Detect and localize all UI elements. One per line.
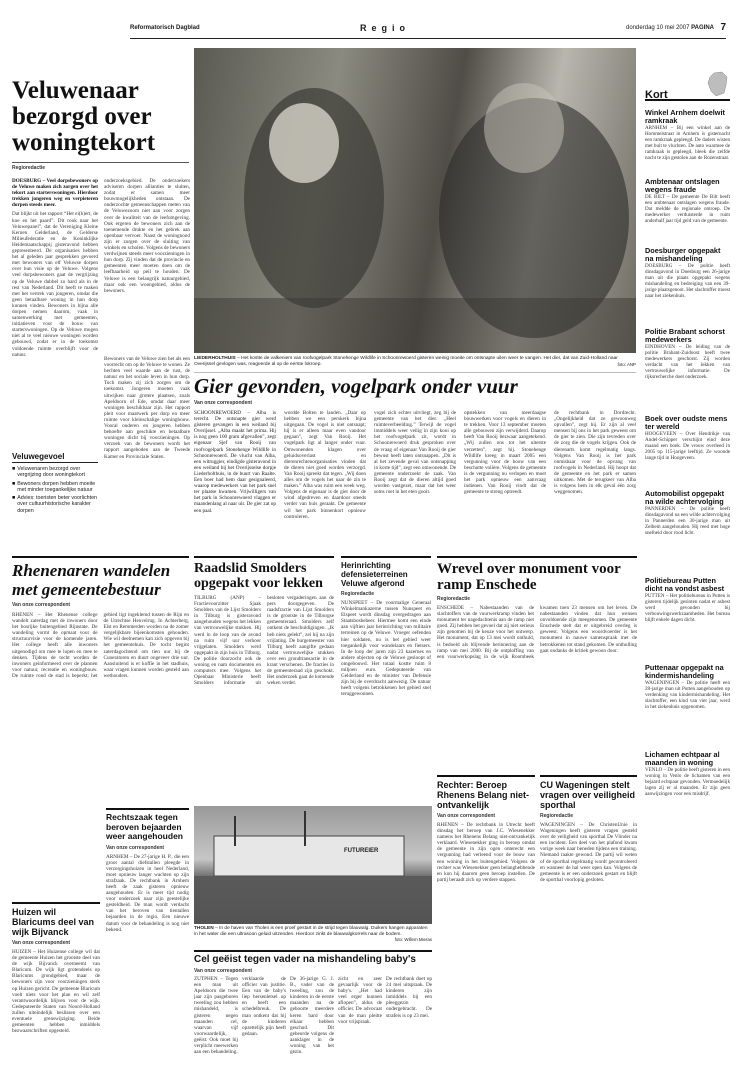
rhenenaren-byline: Van onze correspondent <box>12 602 71 608</box>
article-cel <box>194 950 432 1064</box>
article-wrevel <box>437 556 637 773</box>
huizen-headline: Huizen wil Blaricums deel van wijk Bijvanck <box>12 907 95 937</box>
kort-item-title: Ambtenaar ontslagen wegens fraude <box>645 177 720 194</box>
woningtekort-body-1: Dat blijkt uit het rapport “Het ei(h)ert, de koe en het paard”. Dit rook naar het Veluwepanel”, dat de Vereniging Kleine Kernen Gelderland, de Gelderse Milieufederatie en de Koninklijke Heidemaatschappij gisteravond hebben gepresenteerd. De organisaties hebben het al geleden jaar gesprekken gevoerd met bewoners van elf Veluwse dorpen over hun visie op de Veluwe. Volgens veel dorpsbewoners gaat de vergrijzing op de Veluwe dubbel zo hard als in de rest van Nederland. Dit heeft te maken met het vertrek van jongeren, omdat die geen betaalbare woning in hun dorp kunnen vinden. Bewoners in bijna alle dorpen nemen daarom, vaak in samenwerking met gemeenten, initiatieven voor de bouw van starterswoningen. Op de Veluwe mogen niet al te veel nieuwe woningen worden gebouwd, zodat er in de toekomst voldoende ruimte overblijft voor de natuur. <box>12 211 98 358</box>
woningtekort-body-3: Bewoners van de Veluwe zien het als een voorrecht om op de Veluwe te wonen. Ze hechten veel waarde aan de rust, de natuur en het sociale leven in hun dorp. Toch maken zij zich zorgen om de toekomst. Jongeren moeten vaak uitwijken naar grotere plaatsen, zoals Apeldoorn of Ede, omdat daar meer woningen beschikbaar zijn. Het rapport pleit voor maatwerk per dorp en meer ruimte voor kleinschalige woningbouw. Vooral ouderen en jongeren hebben behoefte aan geschikte en betaalbare woningen dicht bij voorzieningen. Op verzoek van de bewoners wordt het rapport aangeboden aan de Tweede Kamer en Provinciale Staten. <box>104 356 190 460</box>
rechtszaak-body: ARNHEM – De 27-jarige H. P., die een groot aantal diefstallen pleegde in verzorgingshuizen in heel Nederland, moet opnieuw langer wachten op zijn strafzaak. De rechtbank in Arnhem heeft de zaak gisteren opnieuw aangehouden. Er is meer tijd nodig voor onderzoek naar zijn geestelijke gesteldheid. De man wordt verdacht van het beroven van tientallen bejaarden in de regio. Een nieuwe datum voor de behandeling is nog niet bekend. <box>106 853 189 933</box>
photo-credit: foto: ANP <box>617 361 636 367</box>
date-line: donderdag 10 mei 2007 PAGINA <box>626 25 714 31</box>
kort-item <box>645 109 730 173</box>
kort-item-title: Doesburger opgepakt na mishandeling <box>645 246 721 263</box>
cu-body: WAGENINGEN – De ChristenUnie in Wageningen heeft gisteren vragen gesteld over de veiligheid van sporthal De Vlinder na een incident. Een deel van het plafond kwam vorige week naar beneden tijdens een training. Niemand raakte gewond. De partij wil weten of de sporthal regelmatig wordt gecontroleerd en wanneer de hal weer open kan. Volgens de gemeente is er een onderzoek gestart en blijft de sporthal voorlopig gesloten. <box>540 822 637 883</box>
infobox-veluwegevoel <box>12 452 98 546</box>
cel-byline: Van onze correspondent <box>194 968 253 974</box>
infobox-item: ■ Veluwenaren bezorgd over vergrijzing door woningtekort <box>12 466 85 479</box>
kort-item-title: Boek over oudste mens ter wereld <box>645 414 728 431</box>
boat-photo <box>194 806 432 924</box>
woningtekort-lead: DOESBURG – Veel dorpsbewoners op de Veluwe maken zich zorgen over het tekort aan starterswoningen. Hierdoor trekken jongeren weg en verpieteren dorpen steeds meer. <box>12 178 98 209</box>
rhenenaren-headline: Rhenenaren wandelen met gemeentebestuur <box>12 561 171 599</box>
kort-item-title: Politiebureau Putten dicht na vondst asbest <box>645 576 725 593</box>
kort-item <box>645 247 730 323</box>
infobox-item: ■ Advies: toeristen beter voorlichten over cultuurhistorische karakter dorpen <box>12 495 97 514</box>
huizen-byline: Van onze correspondent <box>12 940 71 946</box>
kort-title: Kort <box>645 89 668 101</box>
cel-column-4: zicht en zeer gevaarlijk voor de baby's. „Het had veel erger kunnen aflopen”, aldus de officier. De advocaat van de man pleitte voor vrijspraak. <box>338 976 382 1025</box>
boat-photo-caption: THOLEN – In de haven van Tholen is een proef gestart in de strijd tegen blauwalg. Duikers hangen apparaten in het water die een ultrasoon geluid uitzenden. Hierdoor zinkt de blauwalgkorrels naar de bodem. foto: Willem Mieras <box>194 926 432 943</box>
article-gier <box>194 374 636 548</box>
vulture-photo-illustration <box>194 48 636 353</box>
wrevel-byline: Regioredactie <box>437 596 471 602</box>
article-cu <box>540 775 637 1062</box>
rechtszaak-byline: Van onze correspondent <box>106 844 165 851</box>
woningtekort-headline: Veluwenaar bezorgd over woningtekort <box>12 77 156 156</box>
kort-item-text: VENLO – De politie heeft gisteren in een woning in Venlo de lichamen van een bejaard echtpaar gevonden. Vermoedelijk lagen zij er al maanden. Er zijn geen aanwijzingen voor een misdrijf. <box>645 767 730 797</box>
kort-item-title: Automobilist opgepakt na wilde achtervolging <box>645 489 725 506</box>
kort-item-text: DOESBURG – De politie heeft dinsdagavond in Doesburg een 26-jarige man uit die plaats opgepakt wegens mishandeling en bedreiging van een 39-jarige plaatsgenoot. Het slachtoffer moest naar het ziekenhuis. <box>645 263 730 299</box>
gier-column-4: opstekken van meerdaagse bouwwerken voor vogels en dieren in te trekken. Voor 13 september moeten alle gebouwen zijn verwijderd. Daarop heeft Van Rooij bezwaar aangetekend. „Wij zullen ons tot het uiterste verzetten”, zegt hij. Stonehenge Wildlife kreeg in maart 2005 een vergunning voor de bouw van een beschutte volière. Volgens de gemeente is de vergunning nu verlopen en moet het park opnieuw een aanvraag indienen. Van Rooij vindt dat de gemeente te streng optreedt. <box>464 410 546 496</box>
vulture-photo-caption: LIEDERHOLTHUIS – Het kostte de valkeniers van roofvogelpark Stonehenge Wildlife in Schoonrewoerd gisteren weinig moeite om ontsnapte uilen weer te vangen. Het dier, dat van Zuid-Holland naar Overijssel gevlogen was, reageerde al op de eerste lokroep. foto: ANP <box>194 356 636 373</box>
smolders-body: TILBURG (ANP) – Fractievoorzitter Sjaak Smolders van de Lijst Smolders in Tilburg is gisteravond aangehouden wegens het lekken van vertrouwelijke stukken. Hij werd in de loop van de avond na ruim vijf uur verhoor vrijgelaten. Smolders werd opgepakt in zijn huis in Tilburg. De politie doorzocht ook de woning en nam documenten en computers mee. Volgens het Openbaar Ministerie heeft Smolders informatie uit besloten vergaderingen aan de pers doorgegeven. De raadsfractie van Lijst Smolders is de grootste in de Tilburgse gemeenteraad. Smolders zelf ontkent de beschuldigingen. „Ik heb niets gelekt”, zei hij na zijn vrijlating. De burgemeester van Tilburg heeft aangifte gedaan nadat vertrouwelijke stukken over een grondtransactie in de krant verschenen. De fracties in de gemeenteraad zijn geschokt. Het onderzoek gaat de komende weken verder. <box>194 595 334 687</box>
kort-item-text: HOOGEVEEN – Over Hendrikje van Andel-Schipper verschijnt eind deze maand een boek. De vrouw overleed in 2005 op 115-jarige leeftijd. Ze woonde lange tijd in Hoogeveen. <box>645 431 730 461</box>
huizen-body: HUIZEN – Het Huizense college wil dat de gemeente Huizen het grootste deel van de wijk Bijvanck overneemt van Blaricum. De wijk ligt grotendeels op Blaricums grondgebied, maar de bewoners zijn voor voorzieningen sterk op Huizen gericht. De gemeente Blaricum voelt niets voor het plan en wil zelf verantwoordelijk blijven voor de wijk. Gedeputeerde Staten van Noord-Holland zullen uiteindelijk beslissen over een eventuele grenswijziging. Beide gemeenten hebben inmiddels bezwaarschriften opgesteld. <box>12 949 100 1035</box>
rhenens-belang-byline: Van onze correspondent <box>437 813 496 819</box>
kort-item-title: Lichamen echtpaar al maanden in woning <box>645 750 720 767</box>
kort-item-title: Puttenaar opgepakt na kindermishandeling <box>645 663 724 680</box>
kort-header <box>645 85 730 101</box>
vulture-photo <box>194 48 636 353</box>
page-number: 7 <box>720 22 726 33</box>
boat-photo-illustration <box>194 806 432 924</box>
kort-item <box>645 664 730 746</box>
article-smolders <box>194 556 334 803</box>
kort-sidebar <box>645 85 730 1060</box>
cel-column-3: De 36-jarige G. J. B., vader van de tweeling, zou de kinderen in de eerste maanden na de geboorte meerdere keren hard door elkaar hebben geschud. Dit gebeurde volgens de aanklager in de woning van het gezin. <box>290 976 334 1056</box>
article-woningtekort <box>12 78 189 543</box>
cu-byline: Regioredactie <box>540 813 574 819</box>
kort-item-title: Politie Brabant schorst medewerkers <box>645 327 725 344</box>
kort-item <box>645 415 730 485</box>
kort-item-text: ARNHEM – Bij een winkel aan de Hommelstraat in Arnhem is gisternacht een ramkraak gepleegd. De daders wisten met buit te vluchten. De auto waarmee de ramkraak is gepleegd, bleek die zelfde nacht te zijn gestolen aan de Rozenstraat. <box>645 125 730 161</box>
infobox-list <box>12 466 98 514</box>
cel-column-1: ZUTPHEN – Tegen een man uit Apeldoorn die twee jaar zijn pasgeboren tweeling zou hebben mishandeld, is gisteren negen maanden cel, waarvan vijf voorwaardelijk, geëist. Ook moet hij verplicht meewerken aan een behandeling. <box>194 976 238 1056</box>
kort-item <box>645 490 730 572</box>
herinrichting-body: NUNSPEET – De voormalige Generaal Winkelmankazerne tussen Nunspeet en Elspeet wordt dinsdag overgedragen aan Staatsbosbeheer. Hiermee komt een einde aan vijftien jaar herinrichting van militaire terreinen op de Veluwe. Vroeger oefenden hier soldaten, nu is het gebied weer toegankelijk voor wandelaars en fietsers. In de loop der jaren zijn 23 kazernes en andere objecten op de Veluwe gesloopt of omgebouwd. Het totaal kostte ruim 8 miljoen euro. Gedeputeerde van Gelderland en de minister van Defensie zijn bij de overdracht aanwezig. De natuur heeft volgens betrokkenen het gebied snel teruggewonnen. <box>341 600 431 698</box>
boat-photo-credit: foto: Willem Mieras <box>394 937 432 943</box>
cel-headline: Cel geëist tegen vader na mishandeling baby's <box>194 954 416 965</box>
rechtszaak-headline: Rechtszaak tegen beroven bejaarden weer aangehouden <box>106 812 183 841</box>
woningtekort-byline: Regioredactie <box>12 162 189 171</box>
cel-column-2: verklaarde de officier van justitie. Een van de baby's liep hersenletsel op en heeft een schedelbreuk. De man ontkent dat hij de kinderen opzettelijk pijn heeft gedaan. <box>242 976 286 1037</box>
section-name: Regio <box>360 23 411 33</box>
infobox-title: Veluwegevoel <box>12 452 98 463</box>
page-header <box>130 22 726 36</box>
kort-item-text: PANNERDEN – De politie heeft dinsdagavond na een wilde achtervolging in Pannerden een 30-jarige man uit Zelhem aangehouden. Hij reed met hoge snelheid door rood licht. <box>645 506 730 536</box>
header-rule <box>130 38 726 39</box>
wrevel-headline: Wrevel over monument voor ramp Enschede <box>437 561 621 593</box>
kort-item-text: PUTTEN – Het politiebureau in Putten is gisteren tijdelijk gesloten nadat er asbest werd gevonden bij verbouwingswerkzaamheden. Het bureau blijft enkele dagen dicht. <box>645 593 730 623</box>
gier-column-5: de rechtbank in Dordrecht. „Ongelijkheid dat ze gewoonweg opvallen”, zegt hij. Er zijn al veel mensen bij ons in het park geweest om de gier te zien. Die zijn tevreden over de zorg die de vogels krijgen. Ook de dierenarts komt regelmatig langs. Volgens Van Rooij is het park onmisbaar voor de opvang van roofvogels in Nederland. Hij hoopt dat de gemeente en het park er samen uitkomen. Met de terugkeer van Alba is volgens hem in elk geval één zorg weggenomen. <box>554 410 636 496</box>
boat-name-label: FUTUREIER <box>344 848 379 854</box>
cu-headline: CU Wageningen stelt vragen over veiligheid sporthal <box>540 780 636 810</box>
article-rhenens-belang <box>437 775 535 1062</box>
kort-item <box>645 577 730 659</box>
kort-item <box>645 178 730 242</box>
kort-item-title: Winkel Arnhem doelwit ramkraak <box>645 108 725 125</box>
kort-item-text: WAGENINGEN – De politie heeft een 28-jarige man uit Putten aangehouden op verdenking van kindermishandeling. Het slachtoffer, een kind van vier jaar, werd in het ziekenhuis opgenomen. <box>645 680 730 710</box>
kort-item <box>645 751 730 839</box>
herinrichting-byline: Regioredactie <box>341 591 375 597</box>
article-herinrichting <box>341 556 431 803</box>
wrevel-body: ENSCHEDE – Nabestaanden van de slachtoffers van de vuurwerkramp vinden het monument ter nagedachtenis aan de ramp niet goed. Zij hebben het gevoel dat zij niet serieus zijn genomen bij de keuze voor het ontwerp. Het monument, dat op 13 mei wordt onthuld, is bedoeld als blijvende herinnering aan de ramp van mei 2000. Bij de ontploffing van een vuurwerkopslag in de wijk Roombeek kwamen toen 23 mensen om het leven. De nabestaanden vinden dat hun wensen onvoldoende zijn meegenomen. De gemeente Enschede stelt dat er uitgebreid overleg is geweest. Volgens een woordvoerder is het monument in nauwe samenspraak met de betrokkenen tot stand gekomen. De onthulling gaat ondanks de kritiek gewoon door. <box>437 605 637 660</box>
article-huizen <box>12 902 100 1064</box>
cel-column-5: De rechtbank doet op 24 mei uitspraak. De kinderen zijn inmiddels bij een pleeggezin ondergebracht. De strafeis is op 23 mei. <box>386 976 432 1019</box>
rhenenaren-body: RHENEN – Het Rhenense college wandelt zaterdag met de inwoners door het bosrijke buitengebied Rijnstate. De wandeling vormt de opmaat voor de structuurvisie voor de komende jaren. Het college heeft alle inwoners uitgenodigd om mee te lopen en mee te denken. Tijdens de tocht worden de inwoners geïnformeerd over de plannen voor natuur, recreatie en woningbouw. De ruimte rond de stad is beperkt; het gebied ligt ingeklemd tussen de Rijn en de Utrechtse Heuvelrug. In Achterberg, Elst en Remmerden worden na de zomer vergelijkbare bijeenkomsten gehouden. Wie wil deelnemen kan zich opgeven bij het gemeentehuis. De tocht begint zaterdagochtend om tien uur bij de Cuneratoren en duurt ongeveer drie uur. Aansluitend is er koffie in het stadhuis, waar vragen kunnen worden gesteld aan wethouders. <box>12 612 189 679</box>
rhenens-belang-body: RHENEN – De rechtbank in Utrecht heeft dinsdag het beroep van J.C. Wiesenekker namens het Rhenens Belang niet-ontvankelijk verklaard. Wiesenekker ging in beroep omdat de gemeente in zijn ogen onterecht een vergunning had verleend voor de bouw van een woning in het buitengebied. Volgens de rechter was Wiesenekker geen belanghebbende en kon hij daarom geen beroep instellen. De partij beraadt zich op verdere stappen. <box>437 822 535 883</box>
gier-byline: Van onze correspondent <box>194 400 253 406</box>
gier-column-2: wordde Bolten te landen. „Daar op hebben we een perskerk bijna uitgegaan. De vogel is niet ontsnapt; hij is er alleen maar even vandoor gegaan”, zegt Van Rooij. Het vogelpark ligt al langer onder vuur. Omwonenden klagen over geluidsoverlast en dierenrechtenorganisaties vinden dat de dieren niet goed worden verzorgd. Van Rooij spreekt dat tegen. „Wij doen alles om de vogels het naar de zin te maken.” Alba was ruim een week weg. Volgens de eigenaar is de gier door de wind afgedreven en daardoor steeds verder van huis geraakt. De gemeente wil het park binnenkort opnieuw controleren. <box>284 410 366 520</box>
kort-item-text: EINDHOVEN – De leiding van de politie Brabant-Zuidoost heeft twee medewerkers geschorst. Zij worden verdacht van het lekken van vertrouwelijke informatie. De rijksrecherche doet onderzoek. <box>645 344 730 380</box>
smolders-headline: Raadslid Smolders opgepakt voor lekken <box>194 561 323 591</box>
herinrichting-headline: Herinrichting defensieterreinen Veluwe afgerond <box>341 561 408 588</box>
article-rechtszaak <box>106 808 189 1062</box>
paper-name: Reformatorisch Dagblad <box>130 25 200 31</box>
kort-item-text: DE BILT – De gemeente De Bilt heeft een ambtenaar ontslagen wegens fraude. Dat meldde de regionale omroep. De medewerker verduisterde in ruim anderhalf jaar tijd geld van de gemeente. <box>645 194 730 224</box>
netherlands-map-icon <box>706 71 728 97</box>
kort-item <box>645 328 730 410</box>
gier-column-3: vogel zich echter uitvliegt, zeg bij de gemeente van het dier. „Heel ruimteverbeelding.” Terwijl de vogel immiddels weer veilig in zijn kooi op het roofvogelpark zit, wordt in Schoonrewoerd druk gesproken over de vraag of eigenaar Van Rooij de gier bewust heeft laten ontsnappen. „Dit is al het zevende geval van ontsnapping in korte tijd”, zegt een omwonende. De gemeente onderzoekt de zaak. Van Rooij zegt dat de dieren altijd goed worden vastgezet, maar dat het weer soms roet in het eten gooit. <box>374 410 456 496</box>
woningtekort-body-2: onderzoeksgebied. De onderzoekers adviseren dorpen allianties te sluiten, zodat er samen meer bouwmogelijkheden ontstaan. De onderzochte gemeenschappen meten van de Veluwezoom niet aan voor zorgen over de kwaliteit van de leefomgeving. Ook ergeren de bewoners zich aan de toenemende drukte en het gebrek aan openbaar vervoer. Naast de woningnood zijn er zorgen over de sluiting van winkels en scholen. Volgens de bewoners verdwijnen steeds meer voorzieningen in hun dorp. Zij vinden dat de provincie en gemeenten meer moeten doen om de leefbaarheid op peil te houden. De Veluwe is een belangrijk natuurgebied, maar ook een woongebied, aldus de bewoners. <box>104 178 190 294</box>
gier-headline: Gier gevonden, vogelpark onder vuur <box>194 374 518 398</box>
rhenens-belang-headline: Rechter: Beroep Rhenens Belang niet-ontvankelijk <box>437 780 530 810</box>
infobox-item: ■ Bewoners dorpen hebben moeite met minder toegankelijke natuur <box>12 480 96 493</box>
gier-column-1: SCHOONREWOERD – Alba is terecht. De ontsnapte gier werd gisteren gevangen in een weiland bij Overijssel. „Alba maakt het prima. Hij is nog geen 100 gram afgevallen”, zegt eigenaar Sjef van Rooij van roofvogelpark Stonehenge Wildlife in Schoonrewoerd. De vlucht van Alba, een witruggier, eindigde gisteravond in een weiland bij het Overijsselse dorpje Liederholthuis, in de buurt van Raalte. Een boer had hem daar gesignaleerd, waarop medewerkers van het park snel ter plaatse kwamen. Vrijwilligers van het park in Schoonrewoerd vlaggen er maandenlang al naar uit. De gier zat op een paal. <box>194 410 276 514</box>
